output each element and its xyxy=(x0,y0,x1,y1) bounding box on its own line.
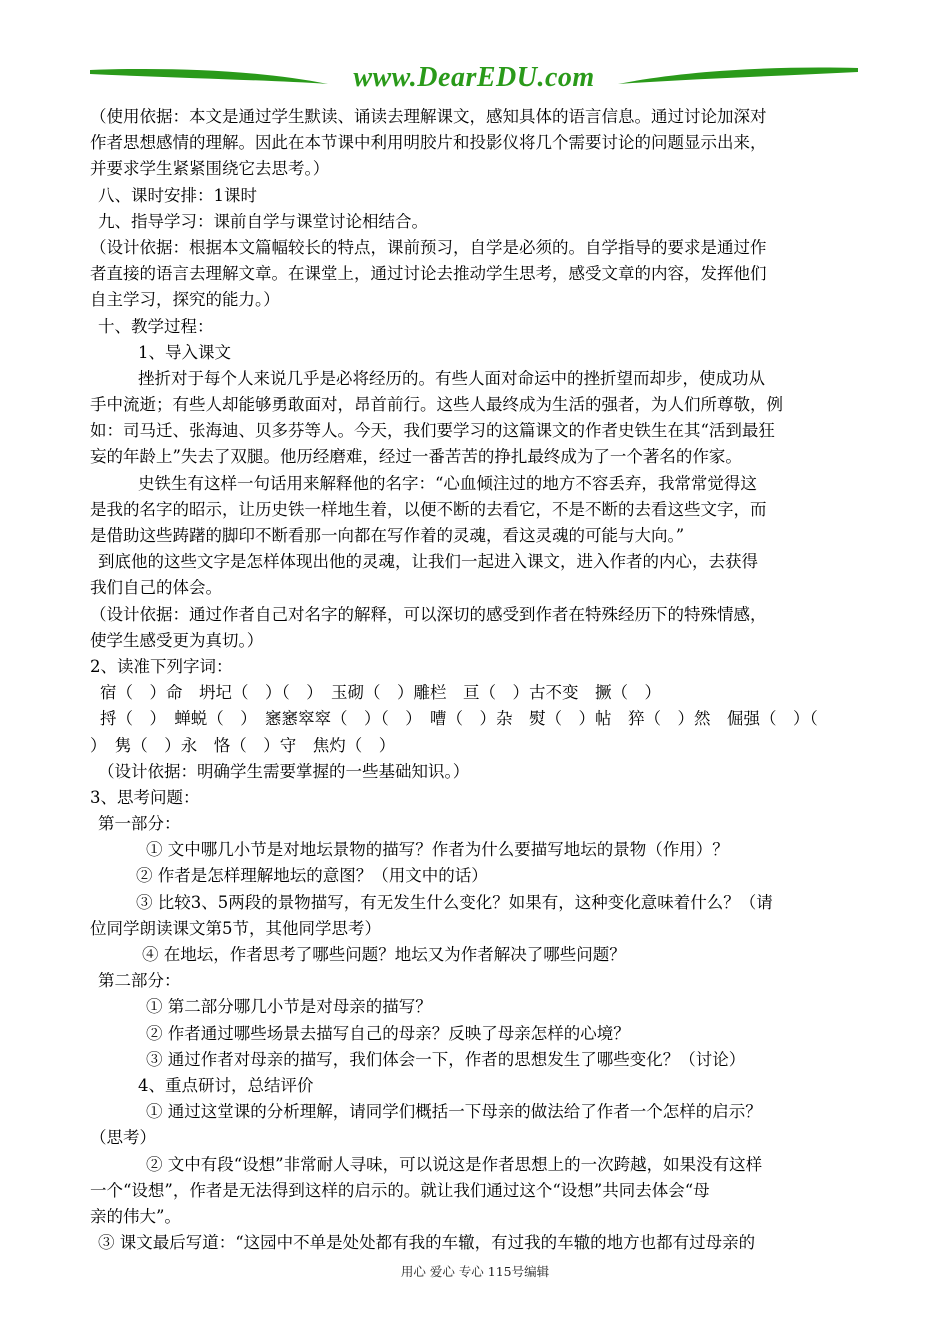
text-line: 妄的年龄上”失去了双腿。他历经磨难，经过一番苦苦的挣扎最终成为了一个著名的作家。 xyxy=(90,447,742,467)
part-heading: 第一部分： xyxy=(98,814,181,834)
text-line: （使用依据：本文是通过学生默读、诵读去理解课文，感知具体的语言信息。通过讨论加深对 xyxy=(90,107,767,126)
text-line: 史铁生有这样一句话用来解释他的名字：“心血倾注过的地方不容丢弃，我常常觉得这 xyxy=(138,473,757,493)
question-line: （思考） xyxy=(90,1128,156,1148)
section-heading: 九、指导学习：课前自学与课堂讨论相结合。 xyxy=(98,211,428,231)
site-logo[interactable]: www.DearEDU.com xyxy=(353,62,595,93)
vocab-line: ） 隽（ ）永 恪（ ）守 焦灼（ ） xyxy=(90,735,396,755)
text-line: 是我的名字的昭示，让历史铁一样地生着，以便不断的去看它，不是不断的去看这些文字，而 xyxy=(90,499,767,519)
document-body xyxy=(90,104,865,1256)
question-line: ③ 通过作者对母亲的描写，我们体会一下，作者的思想发生了哪些变化？（讨论） xyxy=(146,1049,746,1069)
question-line: ① 第二部分哪几小节是对母亲的描写？ xyxy=(146,997,432,1017)
text-line: （设计依据：根据本文篇幅较长的特点，课前预习，自学是必须的。自学指导的要求是通过作 xyxy=(90,237,767,257)
section-heading: 十、教学过程： xyxy=(98,316,214,336)
question-line: ④ 在地坛，作者思考了哪些问题？地坛又为作者解决了哪些问题？ xyxy=(142,945,626,964)
text-line: 作者思想感情的理解。因此在本节课中利用明胶片和投影仪将几个需要讨论的问题显示出来， xyxy=(90,133,767,153)
question-line: 位同学朗读课文第5节，其他同学思考） xyxy=(90,918,381,938)
section-heading: 八、课时安排：1课时 xyxy=(98,185,257,205)
text-line: 手中流逝；有些人却能够勇敢面对，昂首前行。这些人最终成为生活的强者，为人们所尊敬，例 xyxy=(90,395,783,415)
question-line: ② 作者是怎样理解地坛的意图？（用文中的话） xyxy=(136,866,488,886)
question-line: 一个“设想”，作者是无法得到这样的启示的。就让我们通过这个“设想”共同去体会“母 xyxy=(90,1180,710,1200)
question-line: ① 通过这堂课的分析理解，请同学们概括一下母亲的做法给了作者一个怎样的启示？ xyxy=(146,1102,762,1122)
question-line: 亲的伟大”。 xyxy=(90,1206,181,1226)
text-line: 者直接的语言去理解文章。在课堂上，通过讨论去推动学生思考，感受文章的内容，发挥他们 xyxy=(90,264,767,284)
text-line: 使学生感受更为真切。） xyxy=(90,630,264,650)
question-line: ③ 课文最后写道：“这园中不单是处处都有我的车辙，有过我的车辙的地方也都有过母亲的 xyxy=(98,1233,756,1253)
question-line: ③ 比较3、5两段的景物描写，有无发生什么变化？如果有，这种变化意味着什么？（请 xyxy=(136,892,773,912)
subsection-heading: 3、思考问题： xyxy=(90,787,200,807)
text-line: 自主学习，探究的能力。） xyxy=(90,290,280,310)
text-line: 并要求学生紧紧围绕它去思考。） xyxy=(90,159,330,179)
part-heading: 第二部分： xyxy=(98,971,181,991)
subsection-heading: 2、读准下列字词： xyxy=(90,656,233,676)
subsection-heading: 4、重点研讨，总结评价 xyxy=(138,1075,314,1095)
question-line: ② 文中有段“设想”非常耐人寻味，可以说这是作者思想上的一次跨越，如果没有这样 xyxy=(146,1154,763,1174)
text-line: 到底他的这些文字是怎样体现出他的灵魂，让我们一起进入课文，进入作者的内心，去获得 xyxy=(98,552,758,572)
page-header xyxy=(88,58,860,98)
text-line: 如：司马迁、张海迪、贝多芬等人。今天，我们要学习的这篇课文的作者史铁生在其“活到最狂 xyxy=(90,421,775,441)
vocab-line: 宿（ ）命 坍圮（ ）（ ） 玉砌（ ）雕栏 亘（ ）古不变 撅（ ） xyxy=(100,683,661,703)
page-footer: 用心 爱心 专心 115号编辑 xyxy=(400,1264,550,1279)
vocab-line: 捋（ ） 蝉蜕（ ） 窸窸窣窣（ ）（ ） 嘈（ ）杂 熨（ ）帖 猝（ ）然 倔强（ ）（ xyxy=(100,709,818,729)
text-line: 是借助这些踌躇的脚印不断看那一向都在写作着的灵魂，看这灵魂的可能与大向。” xyxy=(90,526,685,545)
text-line: （设计依据：通过作者自己对名字的解释，可以深切的感受到作者在特殊经历下的特殊情感， xyxy=(90,604,767,624)
text-line: 挫折对于每个人来说几乎是必将经历的。有些人面对命运中的挫折望而却步，使成功从 xyxy=(138,368,765,388)
text-line: （设计依据：明确学生需要掌握的一些基础知识。） xyxy=(98,761,470,781)
subsection-heading: 1、导入课文 xyxy=(138,342,231,362)
question-line: ② 作者通过哪些场景去描写自己的母亲？反映了母亲怎样的心境？ xyxy=(146,1023,630,1043)
question-line: ① 文中哪几小节是对地坛景物的描写？作者为什么要描写地坛的景物（作用）？ xyxy=(146,840,729,860)
text-line: 我们自己的体会。 xyxy=(90,578,222,598)
